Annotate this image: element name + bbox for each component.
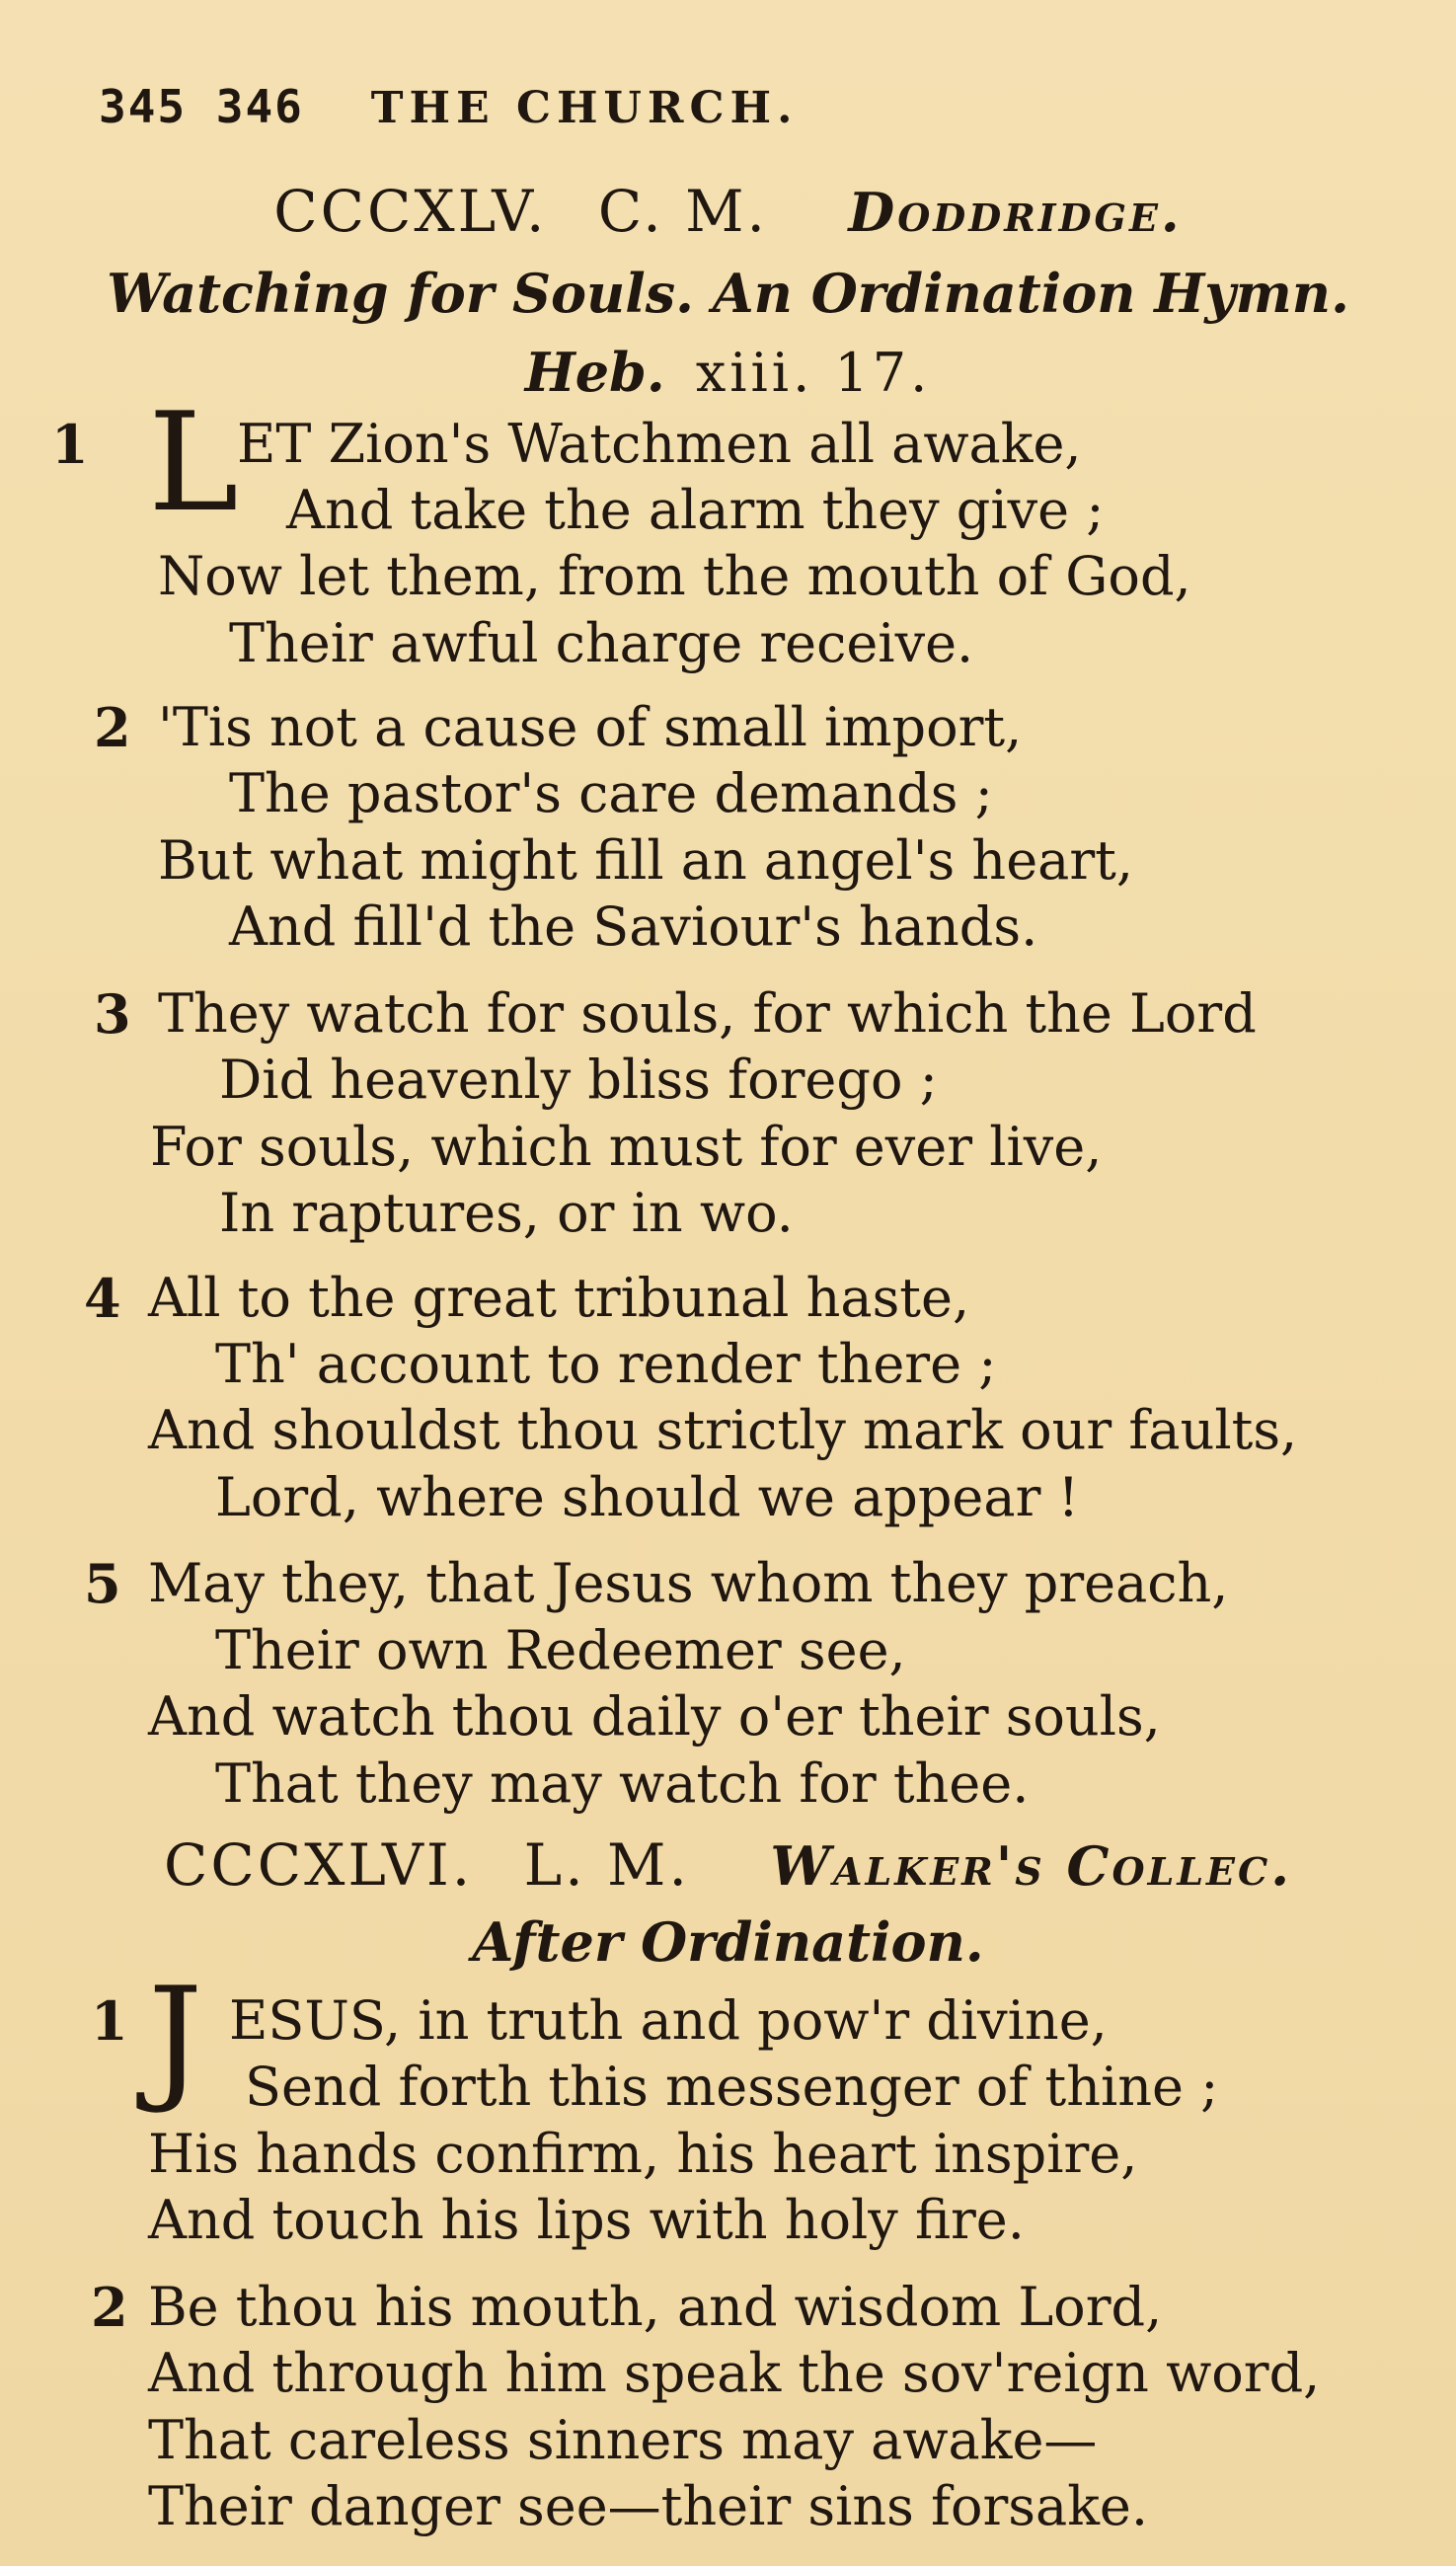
hymn-subtitle: After Ordination. (472, 1910, 984, 1974)
verse-line: Their awful charge receive. (229, 612, 974, 674)
verse-line: May they, that Jesus whom they preach, (148, 1552, 1229, 1614)
stanza-number: 3 (94, 982, 131, 1046)
stanza-number: 1 (51, 413, 89, 476)
verse-line: Did heavenly bliss forego ; (219, 1049, 938, 1111)
verse-line: That they may watch for thee. (215, 1752, 1030, 1815)
verse-line: In raptures, or in wo. (219, 1182, 794, 1244)
stanza-number: 1 (91, 1989, 128, 2053)
hymn-heading (0, 178, 1456, 245)
verse-line: Lord, where should we appear ! (215, 1466, 1080, 1528)
verse-line: And shouldst thou strictly mark our faults, (148, 1399, 1298, 1461)
hymn-number: CCCXLV. (273, 178, 548, 245)
drop-cap: J (148, 1958, 203, 2117)
verse-line: Th' account to render there ; (215, 1333, 997, 1395)
hymn-meter: L. M. (523, 1831, 690, 1899)
verse-line: ESUS, in truth and pow'r divine, (229, 1989, 1108, 2052)
verse-line: But what might fill an angel's heart, (158, 829, 1134, 892)
verse-line: All to the great tribunal haste, (148, 1267, 970, 1329)
verse-line: His hands confirm, his heart inspire, (148, 2123, 1138, 2185)
verse-line: Their own Redeemer see, (215, 1619, 906, 1681)
hymn-author: Walker's Collec. (770, 1834, 1293, 1898)
hymn-heading (0, 1831, 1456, 1899)
hymn-subtitle: Watching for Souls. An Ordination Hymn. (107, 262, 1349, 325)
stanza-number: 2 (91, 2276, 128, 2339)
page-header (99, 77, 798, 134)
hymn-meter: C. M. (597, 178, 768, 245)
hymn-number: CCCXLVI. (163, 1831, 474, 1899)
drop-cap: L (148, 383, 239, 542)
verse-line: For souls, which must for ever live, (150, 1116, 1103, 1178)
verse-line: Be thou his mouth, and wisdom Lord, (148, 2276, 1163, 2338)
verse-line: And take the alarm they give ; (286, 479, 1105, 541)
verse-line: And fill'd the Saviour's hands. (229, 895, 1038, 958)
verse-line: Now let them, from the mouth of God, (158, 545, 1191, 607)
verse-line: ET Zion's Watchmen all awake, (237, 413, 1082, 475)
running-title: THE CHURCH. (370, 83, 799, 133)
stanza-number: 5 (84, 1552, 121, 1615)
verse-line: That careless sinners may awake— (148, 2409, 1098, 2471)
verse-line: And touch his lips with holy fire. (148, 2189, 1025, 2251)
stanza-number: 2 (94, 696, 131, 759)
hymn-author: Doddridge. (848, 181, 1183, 244)
page-numbers: 345 346 (99, 80, 304, 133)
verse-line: Their danger see—their sins forsake. (148, 2475, 1149, 2537)
scripture-chapter-verse: xiii. 17. (695, 342, 932, 404)
verse-line: And through him speak the sov'reign word, (148, 2342, 1321, 2404)
stanza-number: 4 (84, 1267, 121, 1330)
scripture-book: Heb. (524, 341, 665, 404)
verse-line: They watch for souls, for which the Lord (158, 982, 1257, 1045)
verse-line: And watch thou daily o'er their souls, (148, 1685, 1161, 1748)
verse-line: The pastor's care demands ; (229, 762, 993, 824)
verse-line: Send forth this messenger of thine ; (245, 2056, 1219, 2118)
verse-line: 'Tis not a cause of small import, (158, 696, 1023, 758)
